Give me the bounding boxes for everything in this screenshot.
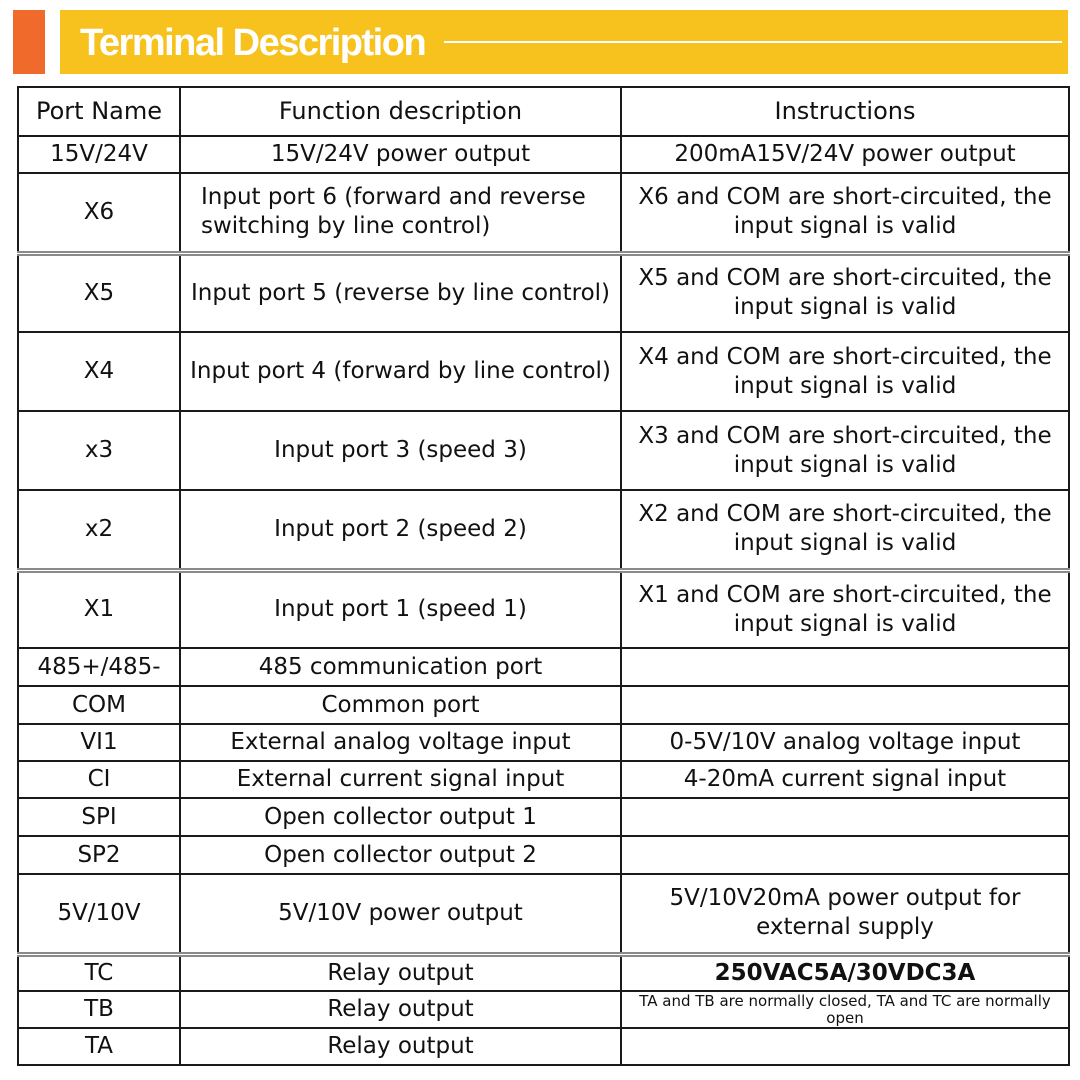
- header-accent-block: [13, 10, 45, 74]
- table-row: [18, 253, 1069, 332]
- table-row: [18, 724, 1069, 761]
- instruction-cell: [621, 648, 1069, 686]
- instruction-cell: [621, 798, 1069, 836]
- header-instructions: Instructions: [621, 87, 1069, 136]
- port-name-cell: 485+/485-: [18, 648, 180, 686]
- function-cell: External current signal input: [180, 761, 621, 798]
- table-row: [18, 798, 1069, 836]
- port-name-cell: x3: [18, 411, 180, 490]
- table-row: [18, 411, 1069, 490]
- function-cell: Input port 2 (speed 2): [180, 490, 621, 570]
- instruction-cell: X5 and COM are short-circuited, the input signal is valid: [621, 253, 1069, 332]
- header-function-description: Function description: [180, 87, 621, 136]
- header-rule: [444, 41, 1062, 43]
- port-name-cell: X4: [18, 332, 180, 411]
- table-row: [18, 991, 1069, 1028]
- instruction-cell: [621, 686, 1069, 724]
- function-cell: Input port 3 (speed 3): [180, 411, 621, 490]
- table-row: [18, 648, 1069, 686]
- instruction-cell: 4-20mA current signal input: [621, 761, 1069, 798]
- port-name-cell: COM: [18, 686, 180, 724]
- function-cell: Relay output: [180, 1028, 621, 1065]
- port-name-cell: 15V/24V: [18, 136, 180, 173]
- function-cell: Open collector output 1: [180, 798, 621, 836]
- instruction-cell: 0-5V/10V analog voltage input: [621, 724, 1069, 761]
- table-row: [18, 570, 1069, 648]
- terminal-table: [17, 86, 1070, 1066]
- page-title: Terminal Description: [80, 22, 426, 64]
- header-port-name: Port Name: [18, 87, 180, 136]
- table-row: [18, 761, 1069, 798]
- table-row: [18, 490, 1069, 570]
- instruction-cell: X1 and COM are short-circuited, the input signal is valid: [621, 570, 1069, 648]
- port-name-cell: SPI: [18, 798, 180, 836]
- port-name-cell: x2: [18, 490, 180, 570]
- instruction-cell: [621, 1028, 1069, 1065]
- instruction-cell: TA and TB are normally closed, TA and TC are normally open: [621, 991, 1069, 1028]
- function-cell: Input port 4 (forward by line control): [180, 332, 621, 411]
- port-name-cell: CI: [18, 761, 180, 798]
- table-row: [18, 136, 1069, 173]
- function-cell: External analog voltage input: [180, 724, 621, 761]
- port-name-cell: VI1: [18, 724, 180, 761]
- function-cell: Relay output: [180, 954, 621, 991]
- port-name-cell: TC: [18, 954, 180, 991]
- port-name-cell: X5: [18, 253, 180, 332]
- port-name-cell: 5V/10V: [18, 874, 180, 954]
- function-cell: Open collector output 2: [180, 836, 621, 874]
- table-row: [18, 332, 1069, 411]
- table-row: [18, 173, 1069, 253]
- table-row: [18, 874, 1069, 954]
- instruction-cell: X2 and COM are short-circuited, the input signal is valid: [621, 490, 1069, 570]
- function-cell: Input port 5 (reverse by line control): [180, 253, 621, 332]
- function-cell: Input port 1 (speed 1): [180, 570, 621, 648]
- table-row: [18, 686, 1069, 724]
- function-cell: 5V/10V power output: [180, 874, 621, 954]
- port-name-cell: X6: [18, 173, 180, 253]
- instruction-cell: X6 and COM are short-circuited, the input signal is valid: [621, 173, 1069, 253]
- instruction-cell: X4 and COM are short-circuited, the input signal is valid: [621, 332, 1069, 411]
- function-cell: 485 communication port: [180, 648, 621, 686]
- port-name-cell: SP2: [18, 836, 180, 874]
- function-cell: Relay output: [180, 991, 621, 1028]
- port-name-cell: X1: [18, 570, 180, 648]
- table-row: [18, 954, 1069, 991]
- function-cell: Common port: [180, 686, 621, 724]
- instruction-cell: 200mA15V/24V power output: [621, 136, 1069, 173]
- instruction-cell: 5V/10V20mA power output for external supply: [621, 874, 1069, 954]
- function-cell: 15V/24V power output: [180, 136, 621, 173]
- table-row: [18, 836, 1069, 874]
- port-name-cell: TB: [18, 991, 180, 1028]
- port-name-cell: TA: [18, 1028, 180, 1065]
- table-header-row: [18, 87, 1069, 136]
- header-banner: [0, 0, 1080, 80]
- instruction-cell: X3 and COM are short-circuited, the input signal is valid: [621, 411, 1069, 490]
- instruction-cell: 250VAC5A/30VDC3A: [621, 954, 1069, 991]
- function-cell: Input port 6 (forward and reverse switching by line control): [180, 173, 621, 253]
- table-row: [18, 1028, 1069, 1065]
- instruction-cell: [621, 836, 1069, 874]
